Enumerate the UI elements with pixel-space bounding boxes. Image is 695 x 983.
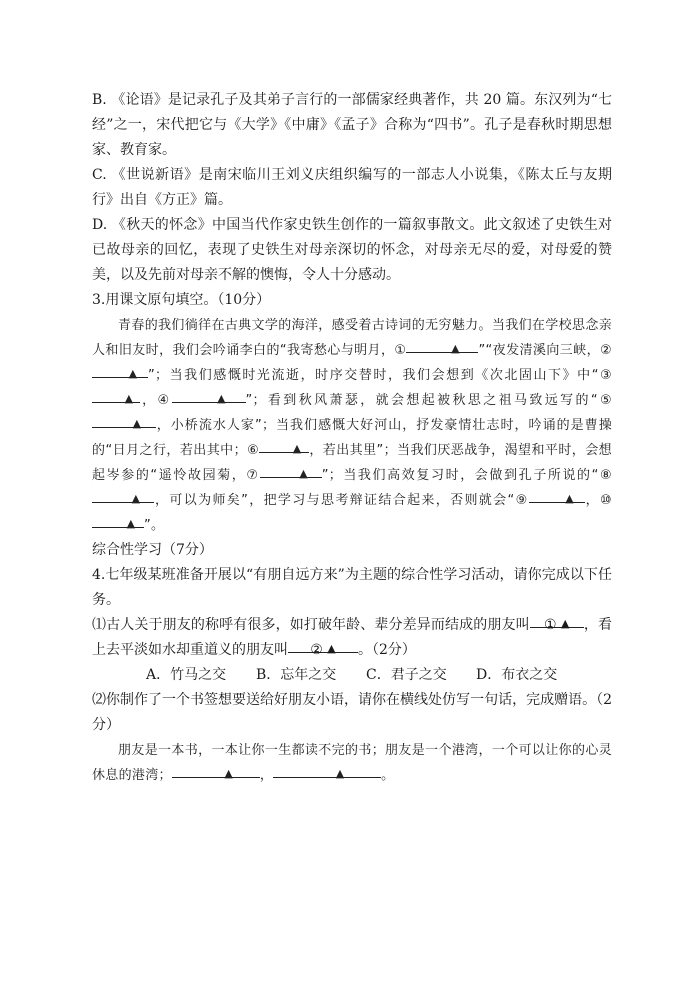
- answer-blank[interactable]: [288, 638, 358, 658]
- blank-number: ①: [544, 617, 557, 633]
- triangle-icon: ▲: [128, 367, 138, 380]
- answer-blank[interactable]: [92, 488, 154, 503]
- q4-part1: [92, 613, 612, 663]
- question-text: ⑴古人关于朋友的称呼有很多，如打破年龄、辈分差异而结成的朋友叫: [92, 617, 530, 633]
- blank-number: ⑥: [246, 443, 260, 458]
- passage-text: ”“夜发清溪向三峡，: [478, 343, 601, 358]
- option-d-text: D．布衣之交: [476, 667, 558, 683]
- sentence-text: 。: [381, 768, 395, 783]
- answer-blank[interactable]: [92, 388, 140, 403]
- triangle-icon: ▲: [565, 492, 574, 505]
- blank-number: ②: [600, 343, 612, 358]
- q4-intro: 4.七年级某班准备开展以“有朋自远方来”为主题的综合性学习活动，请你完成以下任务。: [92, 567, 612, 608]
- triangle-icon: ▲: [124, 392, 134, 405]
- blank-number: ④: [157, 393, 172, 408]
- triangle-icon: ▲: [451, 342, 460, 355]
- options-row: [92, 663, 612, 688]
- question-text: 。（2分）: [358, 642, 416, 658]
- triangle-icon: ▲: [131, 492, 141, 505]
- blank-number: ③: [598, 368, 612, 383]
- document-page: [92, 88, 612, 788]
- q4-sentence: [92, 738, 612, 788]
- answer-blank[interactable]: [273, 763, 381, 778]
- option-b-text: B．忘年之交: [256, 667, 337, 683]
- option-c-text: C．君子之交: [366, 667, 447, 683]
- blank-number: ⑨: [514, 493, 529, 508]
- option-c: C. 《世说新语》是南宋临川王刘义庆组织编写的一部志人小说集，《陈太丘与友期行》出自《方正》篇。: [92, 167, 612, 208]
- option-d: D. 《秋天的怀念》中国当代作家史铁生创作的一篇叙事散文。此文叙述了史铁生对已故母亲的回忆，表现了史铁生对母亲深切的怀念，对母亲无尽的爱，对母爱的赞美，以及先前对母亲不解的懊悔，令人十分感动。: [92, 217, 612, 283]
- triangle-icon: ▲: [132, 417, 142, 430]
- blank-number: ⑧: [598, 468, 612, 483]
- sentence-text: 朋友是一本书，一本让你一生都读不完的书；朋友是一个港湾，一个可以让你的心灵休息的港湾；: [92, 743, 612, 783]
- passage-text: ”。: [144, 518, 165, 533]
- answer-blank[interactable]: [92, 513, 144, 528]
- passage-text: ”；当我们感慨时光流逝，时序交替时，我们会想到《次北固山下》中“: [148, 368, 599, 383]
- passage-text: ”；当我们高效复习时，会做到孔子所说的“: [321, 468, 599, 483]
- triangle-icon: ▲: [299, 467, 309, 480]
- answer-blank[interactable]: [172, 388, 246, 403]
- triangle-icon: ▲: [126, 517, 136, 530]
- blank-number: ②: [310, 642, 323, 658]
- section-heading: 综合性学习（7分）: [92, 542, 213, 558]
- sentence-text: ，: [259, 768, 274, 783]
- blank-number: ①: [394, 343, 407, 358]
- triangle-icon: ▲: [327, 642, 336, 655]
- passage-text: ”；看到秋风萧瑟，就会想起被秋思之祖马致远写的“: [245, 393, 598, 408]
- passage-text: ，小桥流水人家”；当我们感慨大好河山，抒发豪情壮志时，吟诵的是曹操的“日月之行，若出其中；: [92, 418, 612, 458]
- option-a-text: A．竹马之交: [146, 667, 227, 683]
- option-b: B. 《论语》是记录孔子及其弟子言行的一部儒家经典著作，共 20 篇。东汉列为“七经”之一，宋代把它与《大学》《中庸》《孟子》合称为“四书”。孔子是春秋时期思想家、教育家。: [92, 92, 612, 158]
- triangle-icon: ▲: [217, 392, 226, 405]
- answer-blank[interactable]: [260, 463, 322, 478]
- passage-text: ，: [140, 393, 158, 408]
- q4-part2: ⑵你制作了一个书签想要送给好朋友小语，请你在横线处仿写一句话，完成赠语。（2分）: [92, 692, 612, 733]
- answer-blank[interactable]: [172, 763, 260, 778]
- answer-blank[interactable]: [92, 363, 148, 378]
- answer-blank[interactable]: [530, 613, 584, 633]
- answer-blank[interactable]: [92, 413, 156, 428]
- question-text: ，看上去平淡如水却重道义的朋友叫: [92, 617, 613, 658]
- passage-text: 青春的我们徜徉在古典文学的海洋，感受着古诗词的无穷魅力。当我们在学校思念亲人和旧友时，我们会吟诵李白的“我寄愁心与明月，: [92, 318, 612, 358]
- triangle-icon: ▲: [292, 442, 302, 455]
- blank-number: ⑤: [597, 393, 612, 408]
- triangle-icon: ▲: [561, 617, 570, 630]
- triangle-icon: ▲: [224, 767, 234, 780]
- passage-text: ，若出其里”；当我们厌恶战争，渴望和平时，会想起岑参的“遥怜故园菊，: [92, 443, 612, 483]
- answer-blank[interactable]: [259, 438, 309, 453]
- answer-blank[interactable]: [406, 338, 478, 353]
- q3-passage: [92, 313, 612, 538]
- answer-blank[interactable]: [529, 488, 585, 503]
- passage-text: ，可以为师矣”，把学习与思考辩证结合起来，否则就会“: [154, 493, 515, 508]
- blank-number: ⑦: [246, 468, 260, 483]
- passage-text: ，: [584, 493, 601, 508]
- triangle-icon: ▲: [335, 767, 345, 780]
- q3-title: 3.用课文原句填空。（10分）: [92, 292, 271, 308]
- blank-number: ⑩: [600, 493, 612, 508]
